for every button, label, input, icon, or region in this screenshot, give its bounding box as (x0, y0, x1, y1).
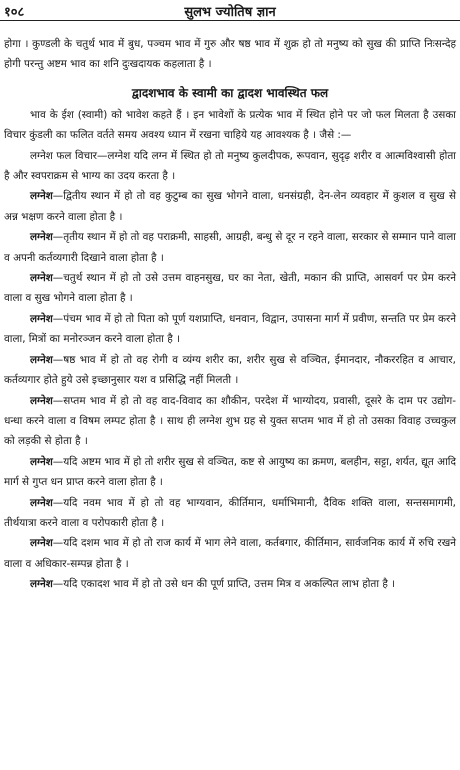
section-heading: द्वादशभाव के स्वामी का द्वादश भावस्थित फल (131, 85, 329, 100)
paragraph-text: भाव के ईश (स्वामी) को भावेश कहते हैं । इन भावेशों के प्रत्येक भाव में स्थित होने पर जो फल मिलता है उसका विचार कुंडली का फलित वर्तते समय अवश्य ध्यान में रखना चाहिये यह आवश्यक है । जैसे :— (4, 108, 456, 142)
paragraph-text: —यदि नवम भाव में हो तो वह भाग्यवान, कीर्तिमान, धर्माभिमानी, दैविक शक्ति वाला, सन्तसमागमी, तीर्थयात्रा करने वाला व परोपकारी होता है । (4, 496, 456, 529)
paragraph-4 (4, 227, 456, 268)
paragraph-lead: लग्नेश (30, 537, 53, 550)
intro-paragraph: होगा । कुण्डली के चतुर्थ भाव में बुध, पञ्चम भाव में गुरु और षष्ठ भाव में शुक्र हो तो मनुष्य को सुख की प्राप्ति निःसन्देह होगी परन्तु अष्टम भाव का शनि दुःखदायक कहलाता है । (4, 38, 456, 71)
paragraph-10 (4, 493, 456, 534)
page-header (0, 2, 460, 21)
paragraph-12 (4, 574, 456, 594)
paragraph-9 (4, 452, 456, 493)
paragraph-text: —पंचम भाव में हो तो पिता को पूर्ण यशप्राप्ति, धनवान, विद्वान, उपासना मार्ग में प्रवीण, सन्तति पर प्रेम करने वाला, मित्रों का मनोरञ्जन करने वाला होता है । (4, 312, 456, 346)
paragraph-lead: लग्नेश (30, 272, 53, 285)
paragraph-3 (4, 186, 456, 227)
paragraph-lead: लग्नेश (30, 394, 53, 407)
paragraph-text: —षष्ठ भाव में हो तो वह रोगी व व्यंग्य शरीर का, शरीर सुख से वञ्चित, ईमानदार, नौकररहित व आचार, कर्तव्यगार होते हुये उसे इच्छानुसार यश व प्रसिद्धि नहीं मिलती । (4, 353, 456, 387)
paragraph-lead: लग्नेश (30, 353, 53, 366)
paragraph-8 (4, 391, 456, 452)
paragraph-lead: लग्नेश (30, 496, 53, 509)
paragraph-text: लग्नेश फल विचार—लग्नेश यदि लग्न में स्थित हो तो मनुष्य कुलदीपक, रूपवान, सुदृढ़ शरीर व आत्मविश्वासी होता है और स्वपराक्रम से भाग्य का उदय करता है । (4, 149, 456, 183)
paragraph-lead: लग्नेश (30, 578, 53, 591)
paragraph-text: —द्वितीय स्थान में हो तो वह कुटुम्ब का सुख भोगने वाला, धनसंग्रही, देन-लेन व्यवहार में कुशल व सुख से अन्न भक्षण करने वाला होता है । (4, 190, 456, 223)
paragraph-7 (4, 350, 456, 391)
paragraph-text: —चतुर्थ स्थान में हो तो उसे उत्तम वाहनसुख, घर का नेता, खेती, मकान की प्राप्ति, आसवर्ग पर प्रेम करने वाला व सुख भोगने वाला होता है । (4, 272, 456, 305)
paragraph-text: —यदि एकादश भाव में हो तो उसे धन की पूर्ण प्राप्ति, उत्तम मित्र व अकल्पित लाभ होता है । (52, 578, 396, 591)
paragraph-1 (4, 105, 456, 146)
paragraph-6 (4, 309, 456, 350)
paragraph-lead: लग्नेश (30, 455, 53, 468)
paragraph-5 (4, 268, 456, 309)
paragraph-lead: लग्नेश (30, 190, 53, 203)
paragraph-lead: लग्नेश (30, 231, 53, 244)
paragraph-lead: लग्नेश (30, 312, 53, 325)
paragraph-text: —तृतीय स्थान में हो तो वह पराक्रमी, साहसी, आग्रही, बन्धु से दूर न रहने वाला, सरकार से सम्मान पाने वाला व अपनी कर्तव्यगारी दिखाने वाला होता है । (4, 231, 456, 264)
paragraph-11 (4, 533, 456, 574)
running-title: सुलभ ज्योतिष ज्ञान (184, 5, 276, 20)
paragraph-text: —यदि दशम भाव में हो तो राज कार्य में भाग लेने वाला, कर्तबगार, कीर्तिमान, सार्वजनिक कार्य में रुचि रखने वाला व अधिकार-सम्पन्न होता है । (4, 537, 456, 570)
page-number: १०८ (4, 5, 25, 20)
paragraph-text: —यदि अष्टम भाव में हो तो शरीर सुख से वञ्चित, कष्ट से आयुष्य का क्रमण, बलहीन, सट्टा, शर्यत, द्यूत आदि मार्ग से गुप्त धन प्राप्त करने वाला होता है । (4, 455, 456, 489)
paragraph-text: —सप्तम भाव में हो तो वह वाद-विवाद का शौकीन, परदेश में भाग्योदय, प्रवासी, दूसरे के दाम पर उद्योग-धन्धा करने वाला व विषम लम्पट होता है । साथ ही लग्नेश शुभ ग्रह से युक्त सप्तम भाव में हो तो उसका विवाह उच्चकुल को लड़की से होता है । (4, 394, 456, 448)
page-body (4, 34, 456, 595)
paragraph-2 (4, 146, 456, 187)
